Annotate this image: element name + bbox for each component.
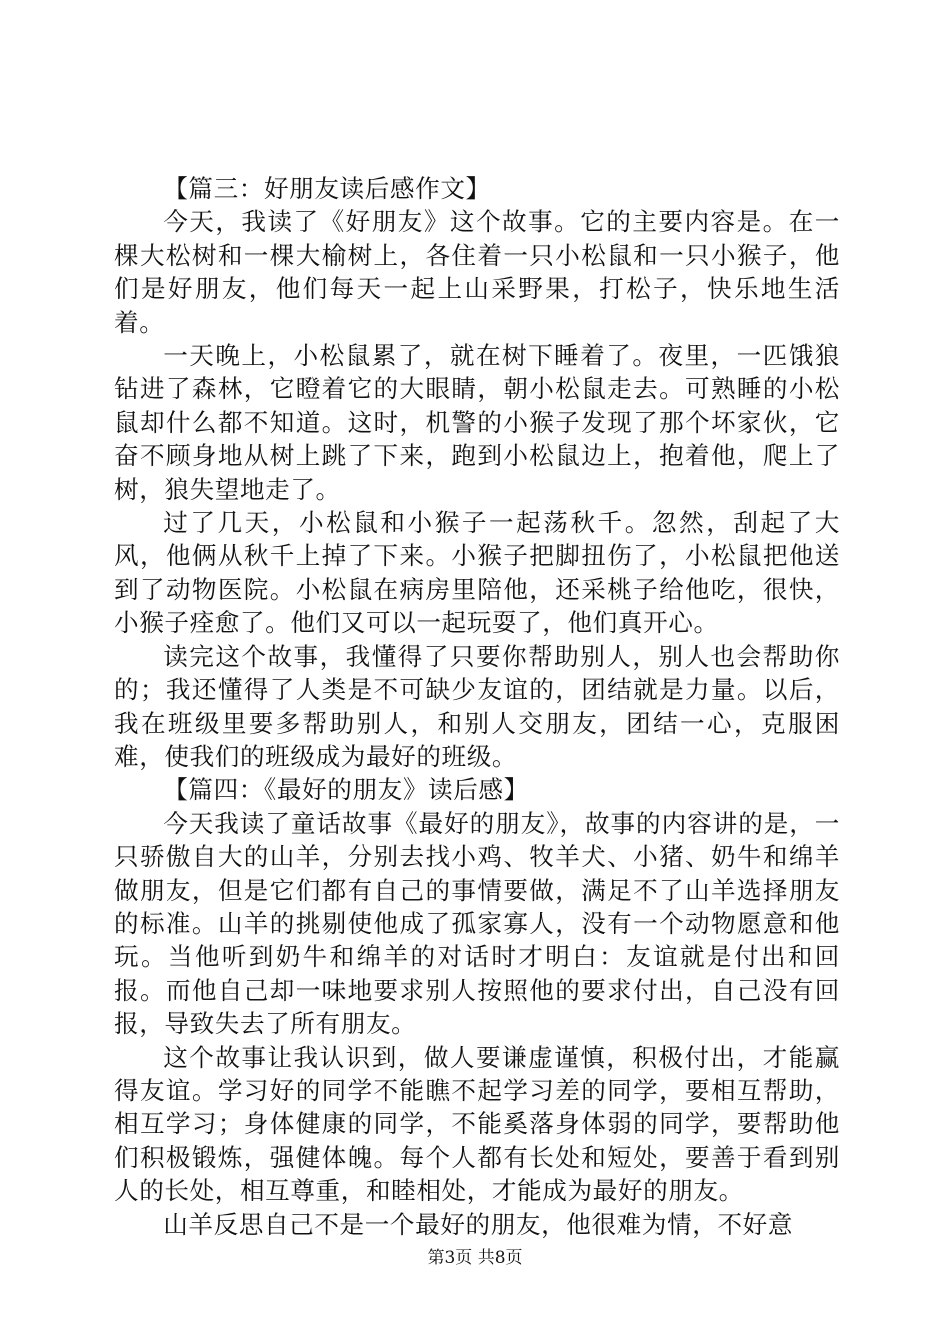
- paragraph: 今天，我读了《好朋友》这个故事。它的主要内容是。在一棵大松树和一棵大榆树上，各住着一只小松鼠和一只小猴子，他们是好朋友，他们每天一起上山采野果，打松子，快乐地生活着。: [114, 207, 840, 337]
- paragraph: 一天晚上，小松鼠累了，就在树下睡着了。夜里，一匹饿狼钻进了森林，它瞪着它的大眼睛，朝小松鼠走去。可熟睡的小松鼠却什么都不知道。这时，机警的小猴子发现了那个坏家伙，它奋不顾身地从树上跳了下来，跑到小松鼠边上，抱着他，爬上了树，狼失望地走了。: [114, 341, 840, 504]
- paragraph: 过了几天，小松鼠和小猴子一起荡秋千。忽然，刮起了大风，他俩从秋千上掉了下来。小猴子把脚扭伤了，小松鼠把他送到了动物医院。小松鼠在病房里陪他，还采桃子给他吃，很快，小猴子痊愈了。他们又可以一起玩耍了，他们真开心。: [114, 508, 840, 638]
- paragraph: 读完这个故事，我懂得了只要你帮助别人，别人也会帮助你的；我还懂得了人类是不可缺少友谊的，团结就是力量。以后，我在班级里要多帮助别人，和别人交朋友，团结一心，克服困难，使我们的班级成为最好的班级。: [114, 641, 840, 771]
- section-heading: 【篇三：好朋友读后感作文】: [163, 174, 491, 203]
- document-body: [114, 172, 840, 1241]
- paragraph: 山羊反思自己不是一个最好的朋友，他很难为情，不好意: [163, 1209, 794, 1239]
- paragraph: 这个故事让我认识到，做人要谦虚谨慎，积极付出，才能赢得友谊。学习好的同学不能瞧不起学习差的同学，要相互帮助，相互学习；身体健康的同学，不能奚落身体弱的同学，要帮助他们积极锻炼，强健体魄。每个人都有长处和短处，要善于看到别人的长处，相互尊重，和睦相处，才能成为最好的朋友。: [114, 1042, 840, 1206]
- section-heading: 【篇四：《最好的朋友》读后感】: [163, 775, 529, 805]
- paragraph: 今天我读了童话故事《最好的朋友》，故事的内容讲的是，一只骄傲自大的山羊，分别去找小鸡、牧羊犬、小猪、奶牛和绵羊做朋友，但是它们都有自己的事情要做，满足不了山羊选择朋友的标准。山羊的挑剔使他成了孤家寡人，没有一个动物愿意和他玩。当他听到奶牛和绵羊的对话时才明白：友谊就是付出和回报。而他自己却一味地要求别人按照他的要求付出，自己没有回报，导致失去了所有朋友。: [114, 808, 840, 1039]
- page-number-footer: 第3页 共8页: [427, 1248, 523, 1268]
